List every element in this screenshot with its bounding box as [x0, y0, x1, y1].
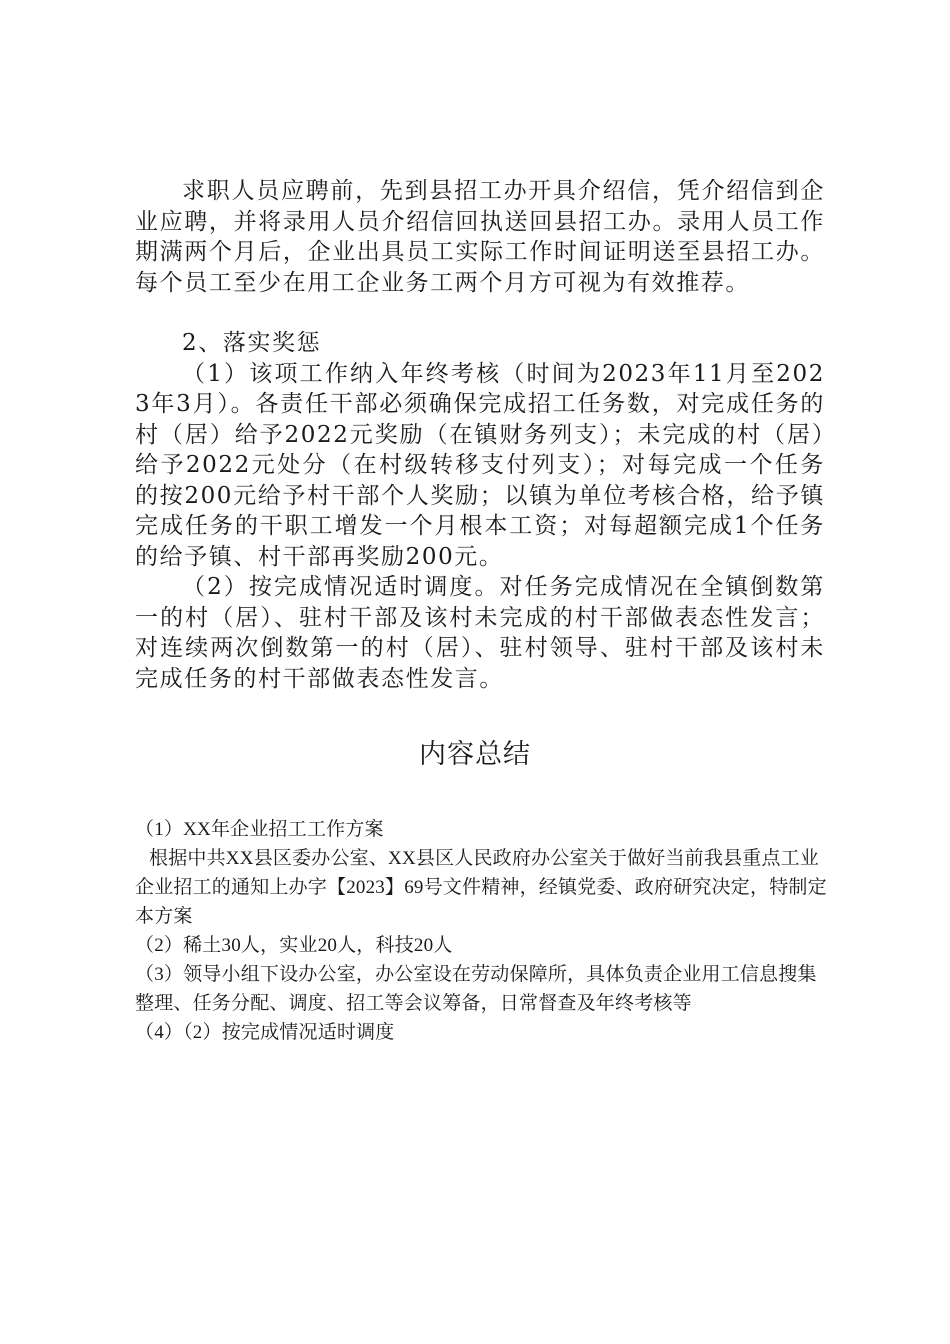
- rewards-item-2: （2）按完成情况适时调度。对任务完成情况在全镇倒数第一的村（居）、驻村干部及该村未完成的村干部做表态性发言；对连续两次倒数第一的村（居）、驻村领导、驻村干部及该村未完成任务的村干部做表态性发言。: [135, 574, 825, 692]
- rewards-item-1: （1）该项工作纳入年终考核（时间为2023年11月至2023年3月）。各责任干部必须确保完成招工任务数，对完成任务的村（居）给予2022元奖励（在镇财务列支）；未完成的村（居）给予2022元处分（在村级转移支付列支）；对每完成一个任务的按200元给予村干部个人奖励；以镇为单位考核合格，给予镇完成任务的干职工增发一个月根本工资；对每超额完成1个任务的给予镇、村干部再奖励200元。: [135, 360, 825, 570]
- recruitment-procedure-section: [135, 176, 825, 298]
- rewards-penalties-title: 2、落实奖惩: [182, 330, 322, 356]
- summary-heading: 内容总结: [419, 739, 531, 770]
- summary-line-5: （4）（2）按完成情况适时调度: [135, 1022, 395, 1043]
- summary-line-4: （3）领导小组下设办公室，办公室设在劳动保障所，具体负责企业用工信息搜集整理、任务分配、调度、招工等会议筹备，日常督查及年终考核等: [135, 964, 817, 1014]
- rewards-penalties-section: [135, 328, 825, 694]
- summary-section: [135, 815, 830, 1047]
- summary-line-1: （1）XX年企业招工工作方案: [135, 819, 384, 840]
- recruitment-procedure-paragraph: 求职人员应聘前，先到县招工办开具介绍信，凭介绍信到企业应聘，并将录用人员介绍信回执送回县招工办。录用人员工作期满两个月后，企业出具员工实际工作时间证明送至县招工办。每个员工至少在用工企业务工两个月方可视为有效推荐。: [135, 178, 825, 296]
- summary-line-3: （2）稀土30人，实业20人，科技20人: [135, 935, 453, 956]
- summary-line-2: 根据中共XX县区委办公室、XX县区人民政府办公室关于做好当前我县重点工业企业招工的通知上办字【2023】69号文件精神，经镇党委、政府研究决定，特制定本方案: [135, 848, 827, 927]
